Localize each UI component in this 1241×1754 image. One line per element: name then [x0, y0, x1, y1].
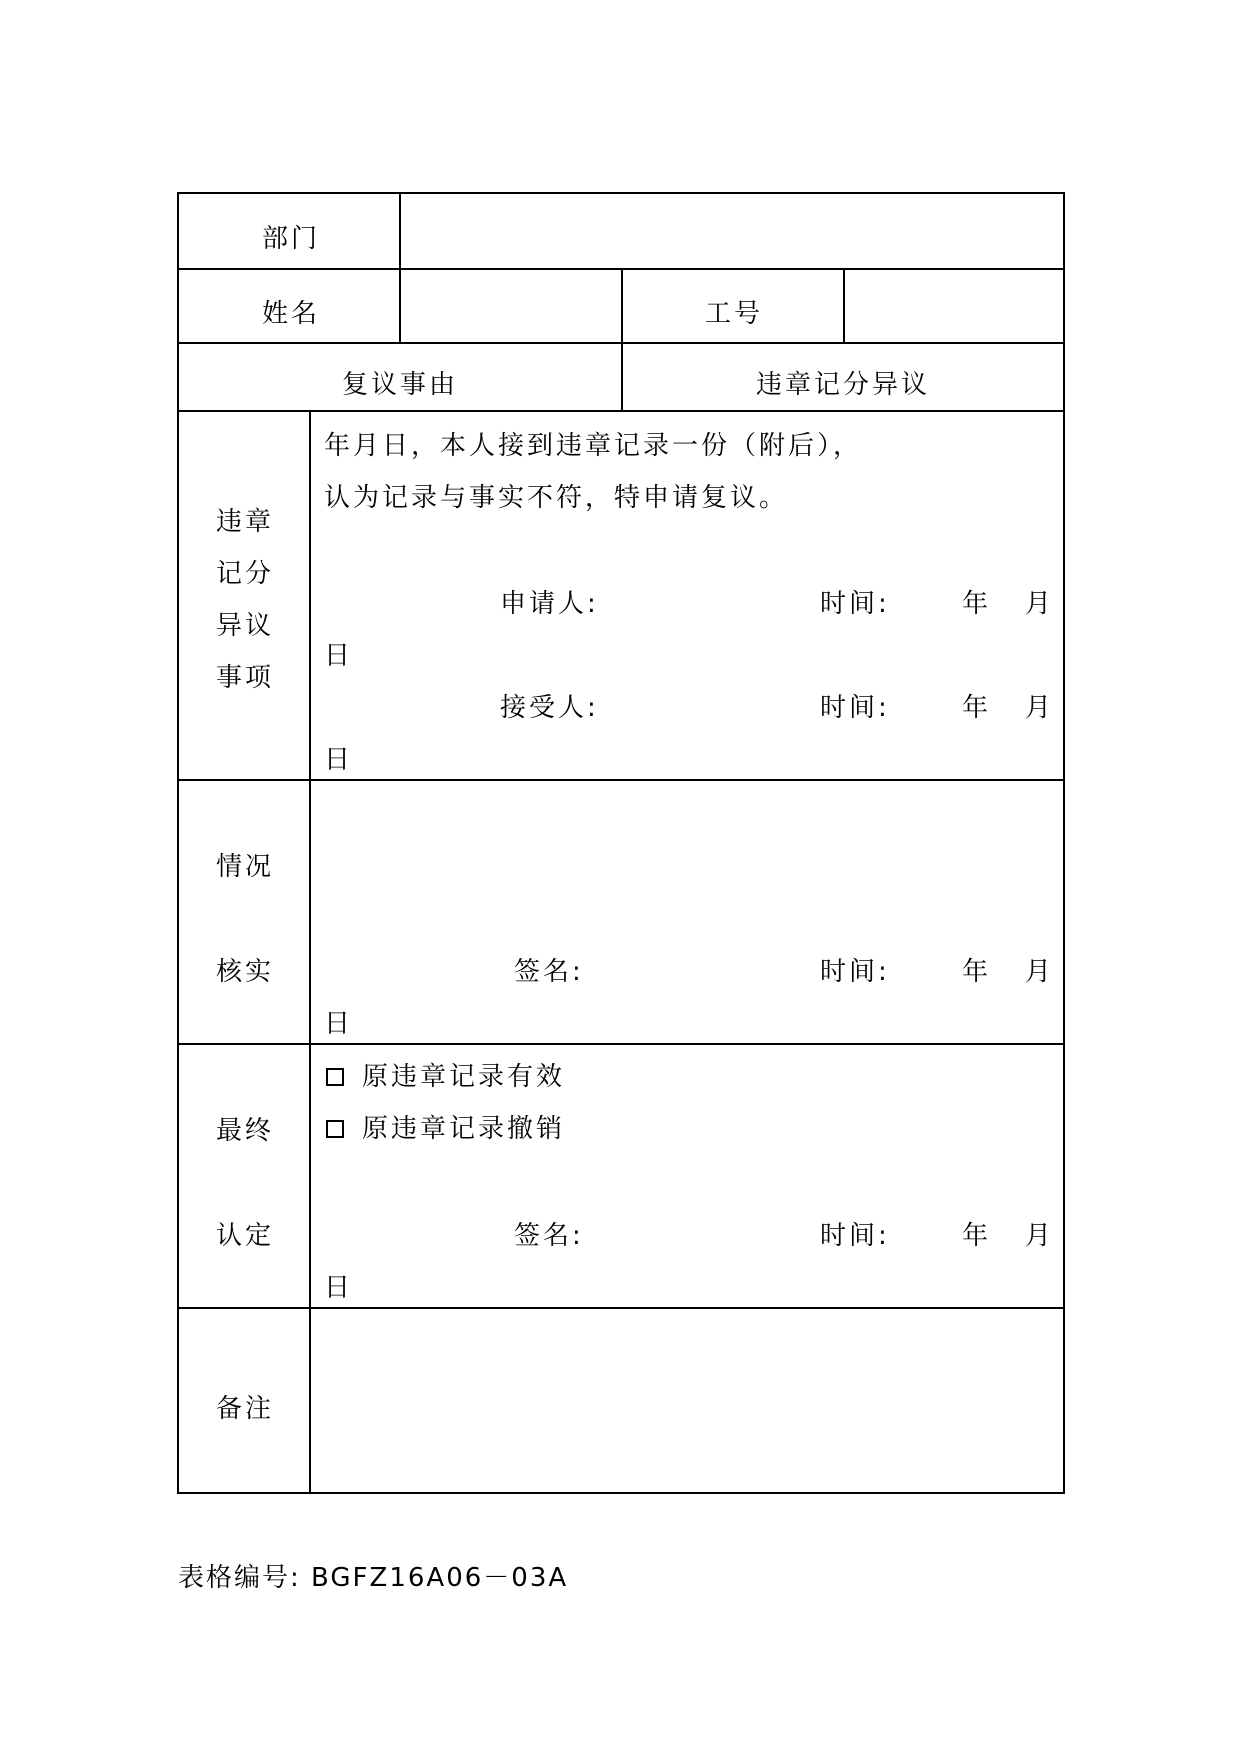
- name-label: 姓名: [262, 299, 321, 329]
- department-label: 部门: [262, 224, 321, 254]
- name-field[interactable]: [401, 270, 621, 342]
- verification-label-line2: 核实: [216, 957, 275, 987]
- verification-month-label: 月: [1025, 957, 1055, 987]
- employee-id-field[interactable]: [845, 270, 1063, 342]
- final-label-line2: 认定: [216, 1221, 275, 1251]
- verification-year-label: 年: [962, 957, 992, 987]
- final-day-label: 日: [324, 1273, 354, 1303]
- applicant-month-label: 月: [1025, 589, 1055, 619]
- receiver-day-label: 日: [324, 745, 354, 775]
- remarks-field[interactable]: [311, 1309, 1063, 1492]
- form-number: 表格编号: BGFZ16A06－03A: [178, 1563, 569, 1593]
- reason-label: 复议事由: [342, 370, 459, 400]
- dispute-text-line1: 年月日，本人接到违章记录一份（附后），: [324, 431, 863, 461]
- final-month-label: 月: [1025, 1221, 1055, 1251]
- final-label-line1: 最终: [216, 1116, 275, 1146]
- verification-time-label: 时间:: [820, 957, 890, 987]
- department-field[interactable]: [401, 194, 1063, 268]
- applicant-label: 申请人:: [500, 589, 599, 619]
- dispute-text-line2: 认为记录与事实不符，特申请复议。: [324, 483, 789, 513]
- verification-field[interactable]: [311, 781, 1063, 931]
- valid-checkbox[interactable]: [326, 1068, 344, 1086]
- applicant-year-label: 年: [962, 589, 992, 619]
- reason-value: 违章记分异议: [756, 370, 931, 400]
- revoked-checkbox[interactable]: [326, 1120, 344, 1138]
- applicant-time-label: 时间:: [820, 589, 890, 619]
- final-year-label: 年: [962, 1221, 992, 1251]
- option-revoked-label: 原违章记录撤销: [362, 1114, 566, 1144]
- receiver-label: 接受人:: [500, 693, 599, 723]
- applicant-day-label: 日: [324, 641, 354, 671]
- receiver-year-label: 年: [962, 693, 992, 723]
- verification-signature-label: 签名:: [514, 957, 584, 987]
- final-signature-label: 签名:: [514, 1221, 584, 1251]
- remarks-label: 备注: [216, 1394, 275, 1424]
- verification-day-label: 日: [324, 1009, 354, 1039]
- dispute-label: 违章记分异议事项: [216, 507, 275, 693]
- receiver-time-label: 时间:: [820, 693, 890, 723]
- option-valid-label: 原违章记录有效: [362, 1062, 566, 1092]
- receiver-month-label: 月: [1025, 693, 1055, 723]
- employee-id-label: 工号: [705, 299, 764, 329]
- column-divider: [621, 268, 623, 412]
- final-time-label: 时间:: [820, 1221, 890, 1251]
- verification-label-line1: 情况: [216, 852, 275, 882]
